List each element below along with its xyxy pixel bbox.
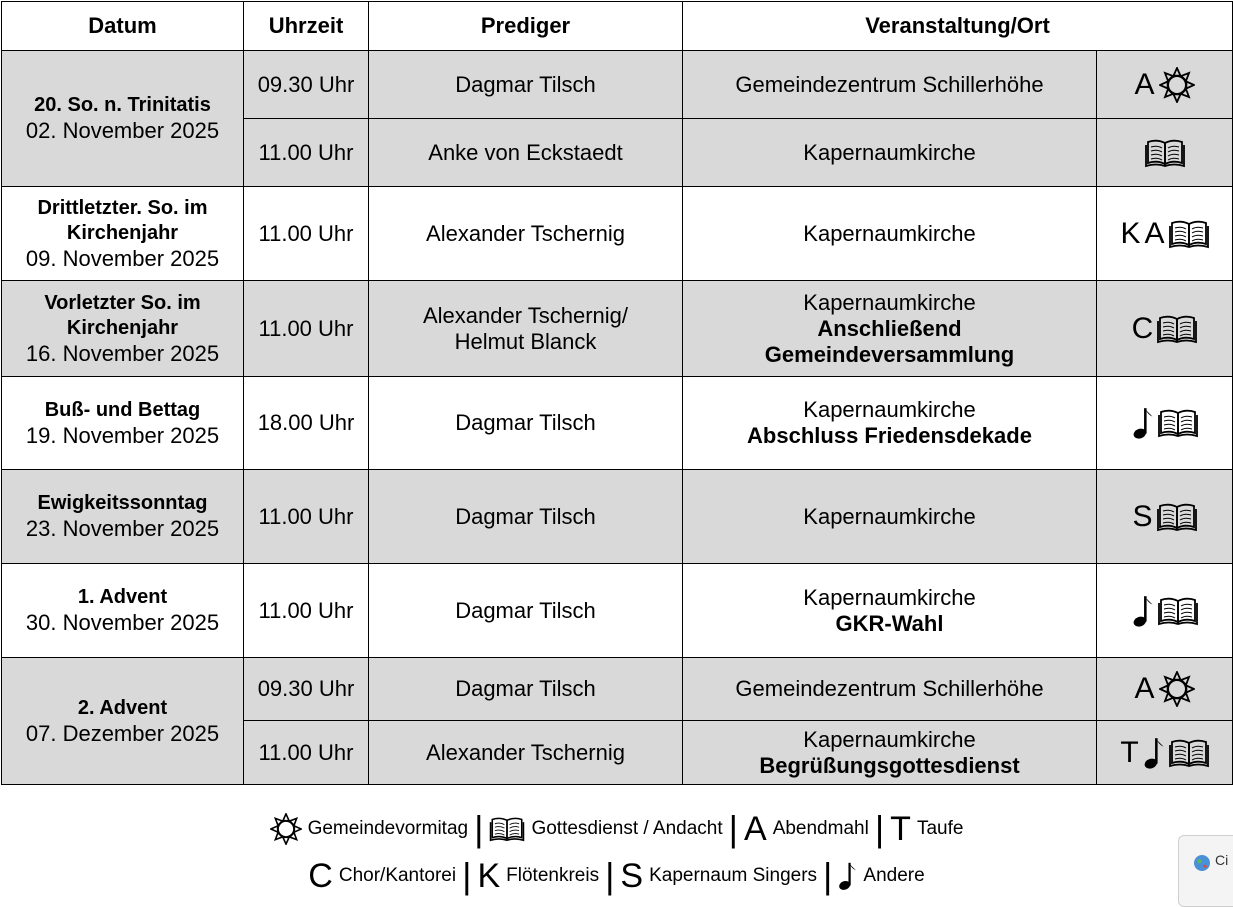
location-name: Kapernaumkirche (803, 139, 976, 165)
legend-item (744, 810, 869, 849)
schedule-row (2, 564, 1233, 658)
preacher-name: Alexander Tschernig/ Helmut Blanck (422, 302, 629, 354)
symbol-letter-a: A (1134, 672, 1155, 705)
date-cell (2, 187, 244, 281)
location-cell (683, 281, 1097, 377)
schedule-row (2, 51, 1233, 119)
location-name: Kapernaumkirche (803, 397, 976, 422)
legend-item (620, 857, 817, 896)
preacher-cell (369, 187, 683, 281)
legend-separator: | (874, 808, 885, 849)
sun-icon (270, 813, 302, 845)
sunday-title: Buß- und Bettag (44, 398, 201, 421)
header-veranstaltung: Veranstaltung/Ort (683, 2, 1233, 51)
legend-symbol: S (620, 856, 644, 895)
location-cell (683, 187, 1097, 281)
legend-separator: | (474, 808, 484, 849)
legend-separator: | (462, 855, 472, 896)
browser-popup[interactable] (1178, 835, 1233, 907)
legend-symbol: K (477, 856, 501, 895)
sunday-title: 20. So. n. Trinitatis (34, 94, 211, 116)
time-cell: 09.30 Uhr (244, 658, 369, 721)
sunday-title: 2. Advent (77, 696, 168, 719)
legend-symbol: T (890, 809, 911, 848)
schedule-row (2, 281, 1233, 377)
schedule-row (2, 470, 1233, 564)
book-icon (1169, 219, 1209, 249)
legend-label: Andere (863, 865, 925, 886)
event-note: Anschließend Gemeindeversammlung (764, 315, 1015, 367)
header-row (2, 2, 1233, 51)
sunday-title: 1. Advent (77, 586, 168, 608)
date-cell (2, 51, 244, 187)
preacher-cell (369, 658, 683, 721)
location-cell (683, 119, 1097, 187)
legend-symbol: A (744, 809, 767, 848)
service-date: 30. November 2025 (25, 610, 220, 635)
time-cell: 11.00 Uhr (244, 281, 369, 377)
symbols-cell (1097, 721, 1233, 785)
symbols-cell (1097, 658, 1233, 721)
book-icon (1169, 738, 1209, 768)
preacher-name: Dagmar Tilsch (455, 597, 596, 623)
legend-label: Taufe (916, 818, 964, 839)
location-name: Kapernaumkirche (803, 726, 976, 752)
symbol-letter-c: C (1131, 311, 1154, 345)
date-cell (2, 658, 244, 785)
location-name: Gemeindezentrum Schillerhöhe (735, 676, 1044, 701)
legend-separator: | (605, 855, 615, 896)
preacher-cell (369, 51, 683, 119)
time-cell: 11.00 Uhr (244, 187, 369, 281)
date-cell (2, 377, 244, 470)
symbols-cell (1097, 187, 1233, 281)
legend-label: Flötenkreis (506, 865, 600, 886)
legend-item (270, 813, 469, 845)
schedule-body (2, 51, 1233, 785)
legend-item (308, 857, 456, 896)
legend-item (477, 857, 599, 896)
location-name: Gemeindezentrum Schillerhöhe (735, 71, 1044, 97)
symbol-letter-s: S (1132, 499, 1153, 533)
service-date: 09. November 2025 (25, 245, 220, 271)
legend-label: Kapernaum Singers (649, 865, 818, 886)
sun-icon (1159, 671, 1195, 707)
sun-icon (1159, 67, 1195, 103)
preacher-name: Dagmar Tilsch (455, 71, 596, 97)
symbols-cell (1097, 470, 1233, 564)
time-cell: 11.00 Uhr (244, 119, 369, 187)
symbols-cell (1097, 564, 1233, 658)
location-cell (683, 658, 1097, 721)
event-note: Begrüßungsgottesdienst (759, 752, 1020, 778)
sunday-title: Vorletzter So. im Kirchenjahr (44, 291, 201, 339)
location-name: Kapernaumkirche (803, 584, 976, 610)
service-date: 23. November 2025 (25, 516, 220, 541)
date-cell (2, 281, 244, 377)
symbol-letter-t: T (1120, 735, 1139, 769)
book-icon (489, 816, 525, 842)
legend-item (838, 860, 924, 892)
legend-symbol: C (308, 856, 333, 895)
time-cell: 11.00 Uhr (244, 721, 369, 785)
globe-icon (1193, 854, 1211, 872)
location-name: Kapernaumkirche (803, 503, 976, 529)
preacher-cell (369, 721, 683, 785)
preacher-name: Anke von Eckstaedt (428, 139, 623, 165)
symbol-letter-a: A (1144, 216, 1165, 250)
symbols-cell (1097, 281, 1233, 377)
preacher-name: Dagmar Tilsch (455, 676, 596, 701)
time-cell: 18.00 Uhr (244, 377, 369, 470)
symbols-cell (1097, 51, 1233, 119)
legend-label: Gottesdienst / Andacht (531, 818, 723, 839)
location-cell (683, 470, 1097, 564)
header-prediger: Prediger (369, 2, 683, 51)
legend-item (890, 810, 963, 849)
header-uhrzeit: Uhrzeit (244, 2, 369, 51)
book-icon (1157, 314, 1197, 344)
date-cell (2, 470, 244, 564)
service-date: 16. November 2025 (25, 340, 220, 366)
sunday-title: Drittletzter. So. im Kirchenjahr (37, 196, 208, 244)
preacher-cell (369, 470, 683, 564)
legend-line-2 (0, 855, 1233, 897)
date-cell (2, 564, 244, 658)
service-date: 02. November 2025 (25, 118, 220, 143)
note-icon (1132, 405, 1154, 441)
legend-item (489, 816, 722, 842)
service-date: 07. Dezember 2025 (25, 720, 220, 746)
legend-label: Chor/Kantorei (338, 865, 457, 886)
legend-line-1 (0, 808, 1233, 850)
header-datum: Datum (2, 2, 244, 51)
event-note: GKR-Wahl (835, 610, 944, 636)
time-cell: 11.00 Uhr (244, 564, 369, 658)
note-icon (1143, 735, 1165, 771)
schedule-table (1, 1, 1233, 785)
location-cell (683, 377, 1097, 470)
schedule-row (2, 658, 1233, 721)
book-icon (1158, 596, 1198, 626)
preacher-cell (369, 119, 683, 187)
location-cell (683, 564, 1097, 658)
preacher-name: Dagmar Tilsch (455, 503, 596, 529)
preacher-cell (369, 377, 683, 470)
note-icon (838, 860, 857, 892)
preacher-cell (369, 281, 683, 377)
book-icon (1158, 408, 1198, 438)
preacher-name: Alexander Tschernig (426, 739, 625, 765)
preacher-cell (369, 564, 683, 658)
location-name: Kapernaumkirche (803, 220, 976, 246)
legend-label: Gemeindevormitag (307, 818, 469, 839)
event-note: Abschluss Friedensdekade (747, 423, 1032, 448)
symbol-letter-k: K (1120, 216, 1141, 250)
symbols-cell (1097, 119, 1233, 187)
note-icon (1132, 593, 1154, 629)
preacher-name: Dagmar Tilsch (455, 410, 596, 435)
legend-separator: | (823, 855, 833, 896)
book-icon (1145, 138, 1185, 168)
book-icon (1157, 502, 1197, 532)
legend-label: Abendmahl (772, 818, 869, 839)
time-cell: 11.00 Uhr (244, 470, 369, 564)
legend-separator: | (728, 808, 738, 849)
symbol-letter-a: A (1134, 67, 1155, 101)
service-date: 19. November 2025 (25, 422, 220, 448)
time-cell: 09.30 Uhr (244, 51, 369, 119)
popup-text: Ci (1215, 852, 1229, 868)
schedule-row (2, 377, 1233, 470)
preacher-name: Alexander Tschernig (426, 220, 625, 246)
sunday-title: Ewigkeitssonntag (37, 492, 208, 514)
location-cell (683, 721, 1097, 785)
location-name: Kapernaumkirche (803, 289, 976, 315)
schedule-row (2, 187, 1233, 281)
symbols-cell (1097, 377, 1233, 470)
location-cell (683, 51, 1097, 119)
